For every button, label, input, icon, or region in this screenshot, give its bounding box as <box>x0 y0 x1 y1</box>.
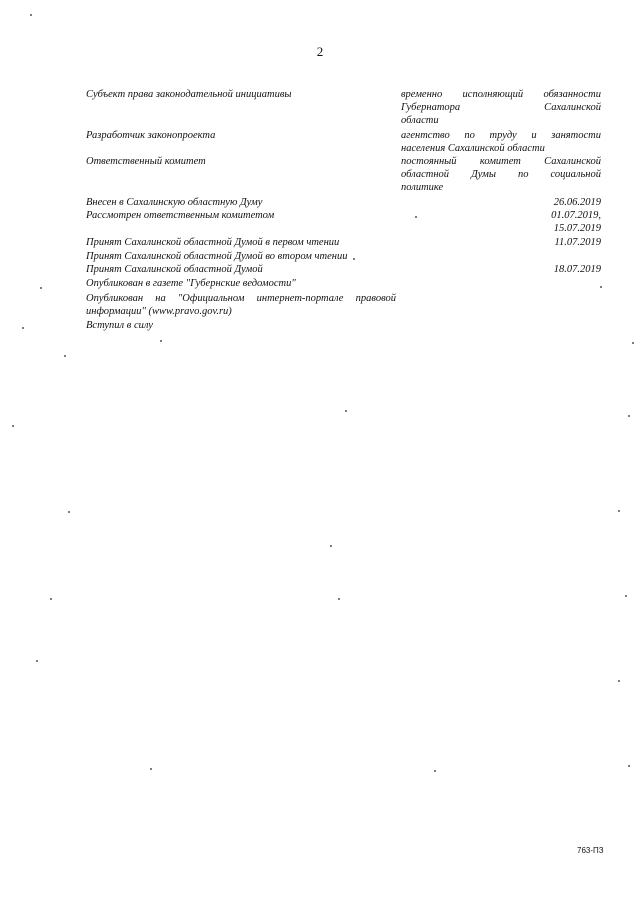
scan-speck <box>330 545 332 547</box>
row-label: Опубликован в газете "Губернские ведомости" <box>86 278 296 289</box>
scan-speck <box>36 660 38 662</box>
value-line: временно исполняющий обязанности <box>401 89 601 100</box>
value-line: политике <box>401 182 444 193</box>
scan-speck <box>600 286 602 288</box>
row-value <box>401 155 601 194</box>
scan-speck <box>50 598 52 600</box>
scan-speck <box>40 287 42 289</box>
scan-speck <box>30 14 32 16</box>
row-label: Вступил в силу <box>86 320 153 331</box>
row-date <box>401 236 601 249</box>
label-line: Опубликован на "Официальном интернет-портале правовой <box>86 293 396 304</box>
row-label: Принят Сахалинской областной Думой во втором чтении <box>86 251 348 262</box>
scan-speck <box>618 510 620 512</box>
scan-speck <box>434 770 436 772</box>
scan-speck <box>64 355 66 357</box>
scan-speck <box>353 258 355 260</box>
scan-speck <box>618 680 620 682</box>
scan-speck <box>160 340 162 342</box>
scan-speck <box>632 342 634 344</box>
value-line: областной Думы по социальной <box>401 169 601 180</box>
page-number: 2 <box>316 44 324 59</box>
row-label: Ответственный комитет <box>86 156 206 167</box>
row-date <box>401 263 601 276</box>
value-line: постоянный комитет Сахалинской <box>401 156 601 167</box>
scan-speck <box>625 595 627 597</box>
scan-speck <box>628 765 630 767</box>
scan-speck <box>345 410 347 412</box>
date-line: 26.06.2019 <box>553 197 601 208</box>
row-label: Принят Сахалинской областной Думой в первом чтении <box>86 237 340 248</box>
scan-speck <box>338 598 340 600</box>
scan-speck <box>12 425 14 427</box>
value-line: населения Сахалинской области <box>401 143 545 154</box>
row-label: Разработчик законопроекта <box>86 130 216 141</box>
date-line: 01.07.2019, <box>551 210 601 221</box>
row-date <box>401 209 601 235</box>
row-date <box>401 196 601 209</box>
row-label: Рассмотрен ответственным комитетом <box>86 210 275 221</box>
label-line: информации" (www.pravo.gov.ru) <box>86 306 232 317</box>
row-label: Принят Сахалинской областной Думой <box>86 264 263 275</box>
scan-speck <box>415 216 417 218</box>
scan-speck <box>150 768 152 770</box>
value-line: агентство по труду и занятости <box>401 130 601 141</box>
date-line: 15.07.2019 <box>553 223 601 234</box>
value-line: Губернатора Сахалинской <box>401 102 601 113</box>
scan-speck <box>22 327 24 329</box>
document-code: 763-ПЗ <box>577 846 604 855</box>
row-label: Субъект права законодательной инициативы <box>86 89 292 100</box>
row-label <box>86 292 396 318</box>
row-value <box>401 88 601 127</box>
date-line: 18.07.2019 <box>553 264 601 275</box>
row-value <box>401 129 601 155</box>
value-line: области <box>401 115 439 126</box>
row-label: Внесен в Сахалинскую областную Думу <box>86 197 263 208</box>
scan-speck <box>68 511 70 513</box>
date-line: 11.07.2019 <box>554 237 601 248</box>
scan-speck <box>628 415 630 417</box>
